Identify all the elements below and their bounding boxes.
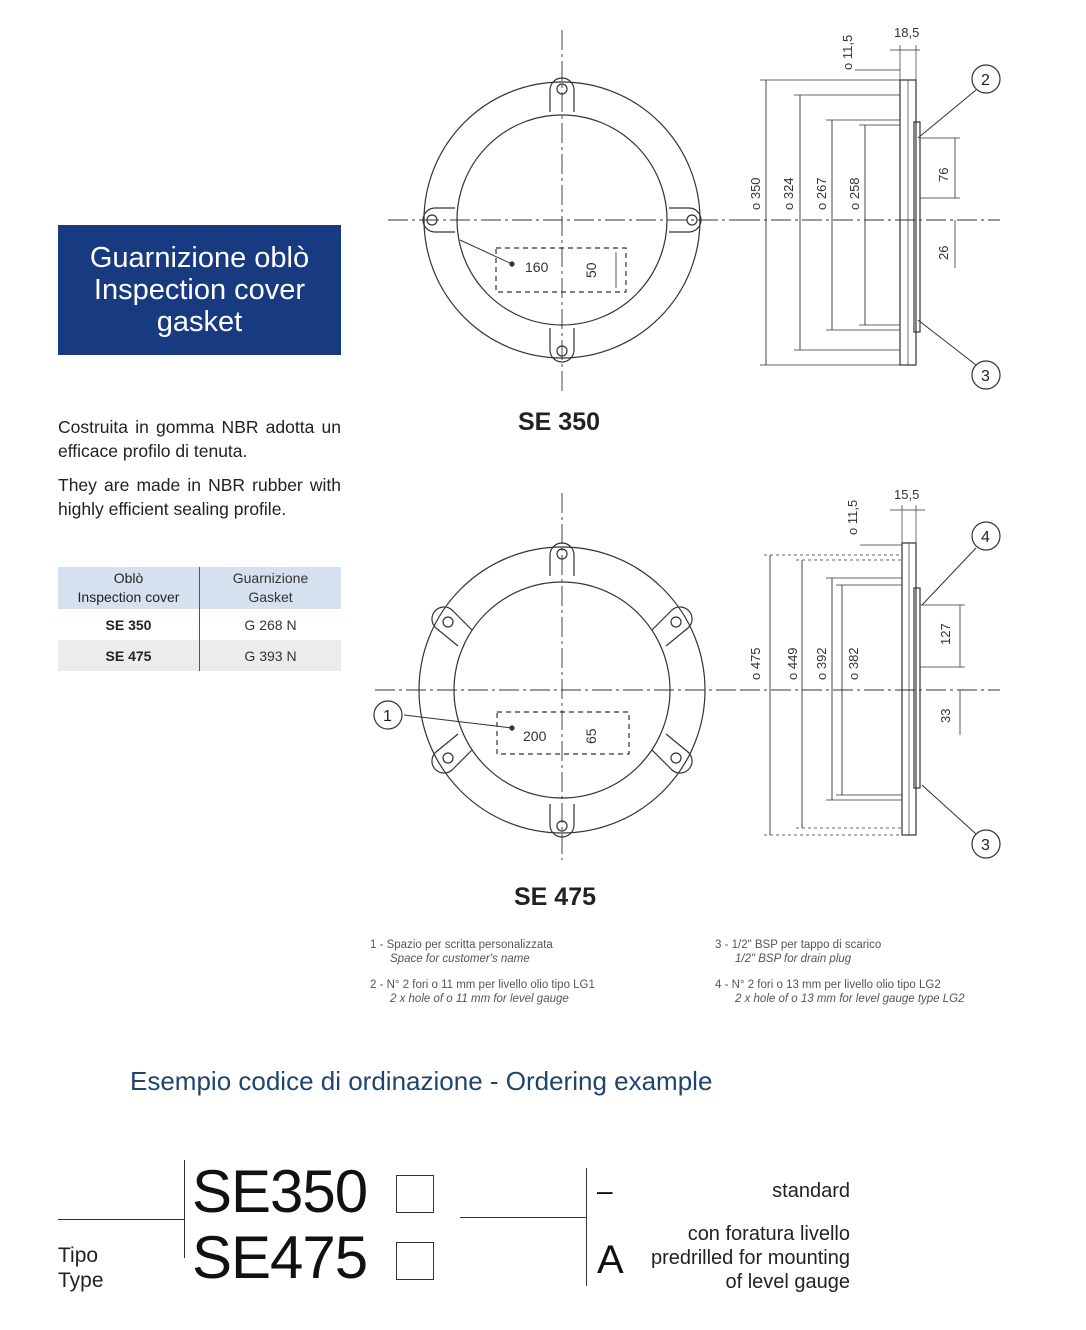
se475-checkbox[interactable] [396,1242,434,1280]
option-a-desc-1: con foratura livello [687,1223,850,1245]
title-line-1: Guarnizione oblò [89,242,310,274]
se475-side-dim-1: 33 [938,708,953,723]
se475-box-width: 200 [523,728,547,744]
header-gasket [200,567,342,609]
option-a-desc-2: predrilled for mounting [651,1247,850,1269]
header-gasket-en: Gasket [248,589,293,605]
note-1-it: 1 - Spazio per scritta personalizzata [370,939,553,951]
se350-dim-3: o 258 [847,177,862,210]
title-line-3: gasket [156,306,243,338]
se475-dim-3: o 382 [846,647,861,680]
se350-dim-2: o 267 [814,177,829,210]
model-se475: SE475 [192,1224,368,1291]
model-se350: SE350 [192,1158,368,1225]
se475-box-height: 65 [583,728,599,744]
cell-cover: SE 475 [58,640,200,671]
note-3-en: 1/2" BSP for drain plug [735,953,852,965]
table-header-row [58,567,341,609]
ordering-title: Esempio codice di ordinazione - Ordering example [130,1066,713,1096]
option-standard-desc: standard [772,1180,850,1202]
note-3-it: 3 - 1/2" BSP per tappo di scarico [715,939,882,951]
note-2-it: 2 - N° 2 fori o 11 mm per livello olio tipo LG1 [370,979,595,991]
option-separator [586,1168,587,1286]
table-row [58,640,341,671]
option-code-standard: – [597,1175,613,1206]
description-english: They are made in NBR rubber with highly efficient sealing profile. [58,475,341,519]
callout-2: 2 [981,72,990,89]
header-cover-it: Oblò [113,570,144,586]
type-label-en: Type [58,1269,104,1292]
se350-front-view [388,30,740,395]
se350-hole-dim: o 11,5 [840,34,855,70]
se350-label: SE 350 [518,408,601,436]
callout-4: 4 [981,529,990,546]
se350-side-view [740,25,1000,389]
se350-side-dim-0: 76 [936,167,951,182]
note-4-it: 4 - N° 2 fori o 13 mm per livello olio tipo LG2 [715,979,941,991]
type-line [58,1219,184,1220]
se475-thickness-dim: 15,5 [894,487,920,502]
se475-side-view [740,487,1000,858]
cell-gasket: G 393 N [200,640,342,671]
se350-box-height: 50 [583,262,599,278]
se350-box-width: 160 [525,259,549,275]
model-gasket-table [58,567,341,671]
cell-cover: SE 350 [58,609,200,640]
title-line-2: Inspection cover [93,274,306,306]
title-box [58,225,341,355]
se350-dim-1: o 324 [781,177,796,210]
callout-3-top: 3 [981,368,990,385]
option-a-desc-3: of level gauge [725,1271,850,1293]
callout-1: 1 [383,708,392,725]
drawing-notes [370,939,965,1005]
se475-side-dim-0: 127 [938,623,953,645]
callout-3-bottom: 3 [981,837,990,854]
se475-front-view [374,493,740,860]
cell-gasket: G 268 N [244,616,297,633]
se475-dim-2: o 392 [814,647,829,680]
table-row [58,609,341,640]
description-italian: Costruita in gomma NBR adotta un efficace profilo di tenuta. [58,417,341,461]
se350-thickness-dim: 18,5 [894,25,920,40]
se350-checkbox[interactable] [396,1175,434,1213]
se350-dim-0: o 350 [748,177,763,210]
type-label-it: Tipo [58,1244,99,1267]
note-1-en: Space for customer's name [390,953,530,965]
se475-label: SE 475 [514,883,597,911]
model-separator [184,1160,185,1258]
note-2-en: 2 x hole of o 11 mm for level gauge [390,993,569,1005]
se475-dim-0: o 475 [748,647,763,680]
header-cover-en: Inspection cover [77,589,180,605]
se475-dim-1: o 449 [785,647,800,680]
option-line [460,1217,586,1218]
option-code-a: A [597,1238,624,1282]
header-gasket-it: Guarnizione [232,570,309,586]
se350-side-dim-1: 26 [936,245,951,260]
se475-hole-dim: o 11,5 [845,499,860,535]
technical-drawing [360,10,1020,1020]
note-4-en: 2 x hole of o 13 mm for level gauge type LG2 [735,993,965,1005]
header-cover [58,567,200,609]
